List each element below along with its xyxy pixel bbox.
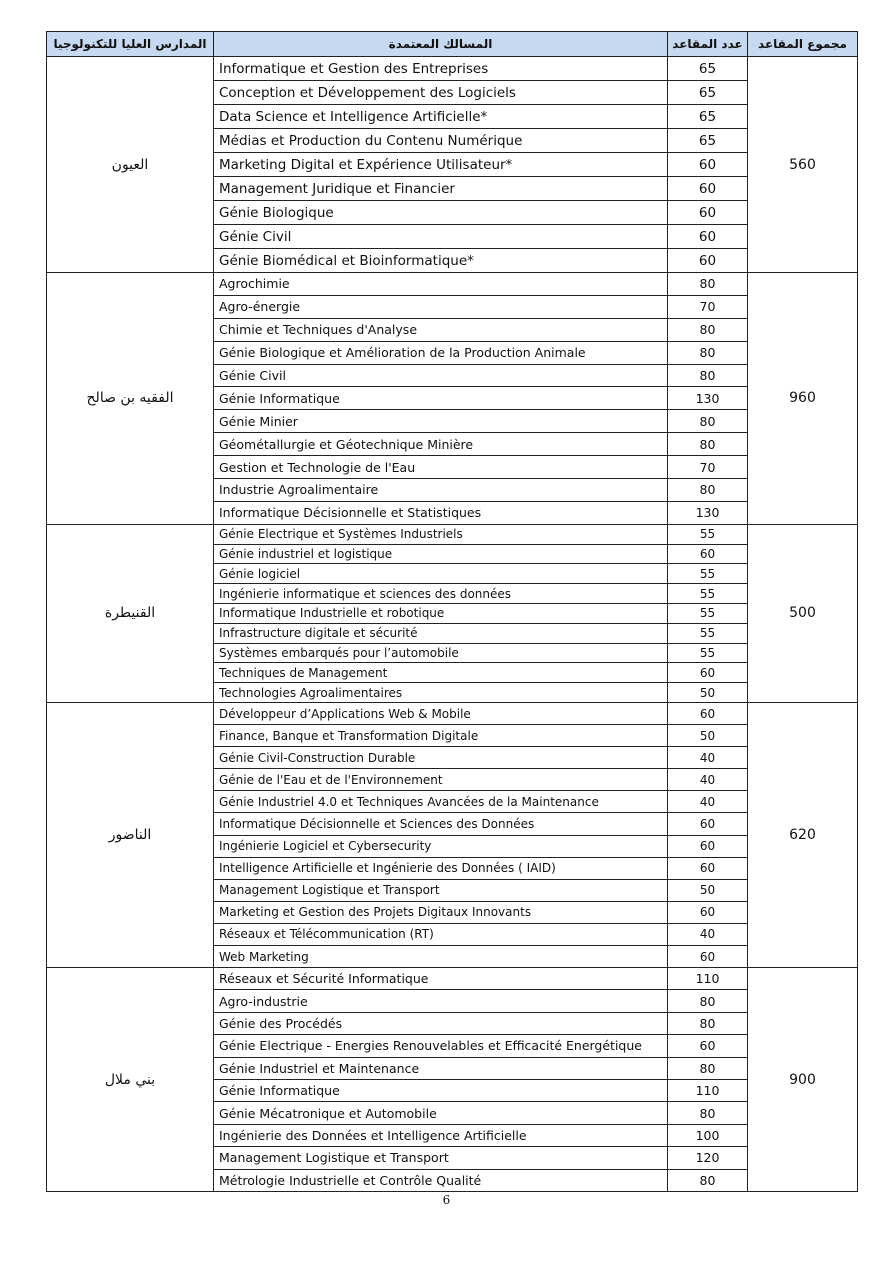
program-seats: 110 (668, 968, 748, 990)
program-seats: 110 (668, 1080, 748, 1102)
program-seats: 55 (668, 524, 748, 544)
program-seats: 100 (668, 1124, 748, 1146)
program-name: Systèmes embarqués pour l’automobile (214, 643, 668, 663)
header-total: مجموع المقاعد (748, 32, 858, 57)
program-name: Agro-énergie (214, 295, 668, 318)
school-total-seats: 560 (748, 57, 858, 273)
program-seats: 55 (668, 643, 748, 663)
school-name: الناضور (47, 702, 214, 967)
program-seats: 80 (668, 1012, 748, 1034)
program-seats: 60 (668, 835, 748, 857)
program-name: Génie Civil (214, 225, 668, 249)
program-name: Conception et Développement des Logiciels (214, 81, 668, 105)
program-seats: 60 (668, 857, 748, 879)
program-seats: 50 (668, 725, 748, 747)
program-seats: 55 (668, 564, 748, 584)
program-name: Informatique Industrielle et robotique (214, 603, 668, 623)
school-name: القنيطرة (47, 524, 214, 702)
school-name: الفقيه بن صالح (47, 273, 214, 525)
program-seats: 40 (668, 769, 748, 791)
table-row (47, 702, 858, 724)
program-name: Génie Civil-Construction Durable (214, 747, 668, 769)
program-seats: 80 (668, 364, 748, 387)
program-name: Web Marketing (214, 946, 668, 968)
program-seats: 80 (668, 318, 748, 341)
program-seats: 65 (668, 105, 748, 129)
program-seats: 80 (668, 341, 748, 364)
program-seats: 70 (668, 456, 748, 479)
program-name: Gestion et Technologie de l'Eau (214, 456, 668, 479)
school-total-seats: 960 (748, 273, 858, 525)
program-name: Génie Electrique et Systèmes Industriels (214, 524, 668, 544)
program-name: Génie Biologique et Amélioration de la Production Animale (214, 341, 668, 364)
program-name: Génie logiciel (214, 564, 668, 584)
program-name: Management Logistique et Transport (214, 879, 668, 901)
program-name: Médias et Production du Contenu Numérique (214, 129, 668, 153)
program-seats: 60 (668, 901, 748, 923)
table-row (47, 968, 858, 990)
program-seats: 55 (668, 584, 748, 604)
program-name: Génie Industriel et Maintenance (214, 1057, 668, 1079)
program-name: Ingénierie Logiciel et Cybersecurity (214, 835, 668, 857)
program-seats: 120 (668, 1147, 748, 1169)
program-name: Technologies Agroalimentaires (214, 683, 668, 703)
program-seats: 80 (668, 1169, 748, 1191)
program-name: Informatique Décisionnelle et Statistiques (214, 501, 668, 524)
program-seats: 80 (668, 990, 748, 1012)
program-seats: 55 (668, 623, 748, 643)
program-name: Génie industriel et logistique (214, 544, 668, 564)
program-seats: 80 (668, 433, 748, 456)
program-name: Techniques de Management (214, 663, 668, 683)
program-name: Informatique et Gestion des Entreprises (214, 57, 668, 81)
program-name: Génie Electrique - Energies Renouvelables et Efficacité Energétique (214, 1035, 668, 1057)
program-seats: 40 (668, 747, 748, 769)
program-seats: 60 (668, 702, 748, 724)
program-name: Métrologie Industrielle et Contrôle Qualité (214, 1169, 668, 1191)
program-seats: 80 (668, 410, 748, 433)
program-seats: 130 (668, 387, 748, 410)
program-seats: 60 (668, 177, 748, 201)
table-row (47, 57, 858, 81)
program-name: Géométallurgie et Géotechnique Minière (214, 433, 668, 456)
program-seats: 80 (668, 479, 748, 502)
program-name: Informatique Décisionnelle et Sciences des Données (214, 813, 668, 835)
program-name: Marketing et Gestion des Projets Digitaux Innovants (214, 901, 668, 923)
header-programs: المسالك المعتمدة (214, 32, 668, 57)
program-name: Génie Industriel 4.0 et Techniques Avancées de la Maintenance (214, 791, 668, 813)
program-name: Chimie et Techniques d'Analyse (214, 318, 668, 341)
program-seats: 40 (668, 791, 748, 813)
program-name: Génie de l'Eau et de l'Environnement (214, 769, 668, 791)
program-name: Génie Biologique (214, 201, 668, 225)
program-seats: 50 (668, 879, 748, 901)
program-name: Management Juridique et Financier (214, 177, 668, 201)
program-name: Ingénierie informatique et sciences des données (214, 584, 668, 604)
header-schools: المدارس العليا للتكنولوجيا (47, 32, 214, 57)
program-seats: 60 (668, 544, 748, 564)
school-total-seats: 900 (748, 968, 858, 1192)
program-name: Intelligence Artificielle et Ingénierie des Données ( IAID) (214, 857, 668, 879)
program-name: Management Logistique et Transport (214, 1147, 668, 1169)
program-name: Développeur d’Applications Web & Mobile (214, 702, 668, 724)
program-seats: 60 (668, 946, 748, 968)
program-name: Industrie Agroalimentaire (214, 479, 668, 502)
program-name: Génie Minier (214, 410, 668, 433)
program-seats: 60 (668, 1035, 748, 1057)
table-row (47, 273, 858, 296)
program-seats: 70 (668, 295, 748, 318)
program-name: Génie Mécatronique et Automobile (214, 1102, 668, 1124)
school-total-seats: 500 (748, 524, 858, 702)
header-row (47, 32, 858, 57)
seats-table (46, 31, 858, 1192)
school-total-seats: 620 (748, 702, 858, 967)
program-seats: 60 (668, 813, 748, 835)
program-name: Génie Informatique (214, 387, 668, 410)
school-name: العيون (47, 57, 214, 273)
program-name: Réseaux et Sécurité Informatique (214, 968, 668, 990)
program-name: Ingénierie des Données et Intelligence Artificielle (214, 1124, 668, 1146)
program-seats: 50 (668, 683, 748, 703)
program-seats: 130 (668, 501, 748, 524)
program-seats: 80 (668, 1057, 748, 1079)
program-name: Génie Biomédical et Bioinformatique* (214, 249, 668, 273)
header-seats: عدد المقاعد (668, 32, 748, 57)
program-seats: 65 (668, 129, 748, 153)
program-seats: 80 (668, 273, 748, 296)
program-seats: 60 (668, 663, 748, 683)
program-name: Génie des Procédés (214, 1012, 668, 1034)
program-seats: 60 (668, 225, 748, 249)
program-name: Génie Informatique (214, 1080, 668, 1102)
program-name: Génie Civil (214, 364, 668, 387)
program-name: Agro-industrie (214, 990, 668, 1012)
program-name: Finance, Banque et Transformation Digitale (214, 725, 668, 747)
program-seats: 55 (668, 603, 748, 623)
program-seats: 65 (668, 81, 748, 105)
program-seats: 80 (668, 1102, 748, 1124)
program-seats: 60 (668, 249, 748, 273)
program-name: Réseaux et Télécommunication (RT) (214, 923, 668, 945)
program-name: Data Science et Intelligence Artificielle* (214, 105, 668, 129)
program-seats: 40 (668, 923, 748, 945)
school-name: بني ملال (47, 968, 214, 1192)
program-name: Marketing Digital et Expérience Utilisateur* (214, 153, 668, 177)
program-seats: 60 (668, 153, 748, 177)
program-name: Infrastructure digitale et sécurité (214, 623, 668, 643)
program-seats: 65 (668, 57, 748, 81)
program-name: Agrochimie (214, 273, 668, 296)
program-seats: 60 (668, 201, 748, 225)
table-row (47, 524, 858, 544)
page-number: 6 (442, 1193, 451, 1207)
